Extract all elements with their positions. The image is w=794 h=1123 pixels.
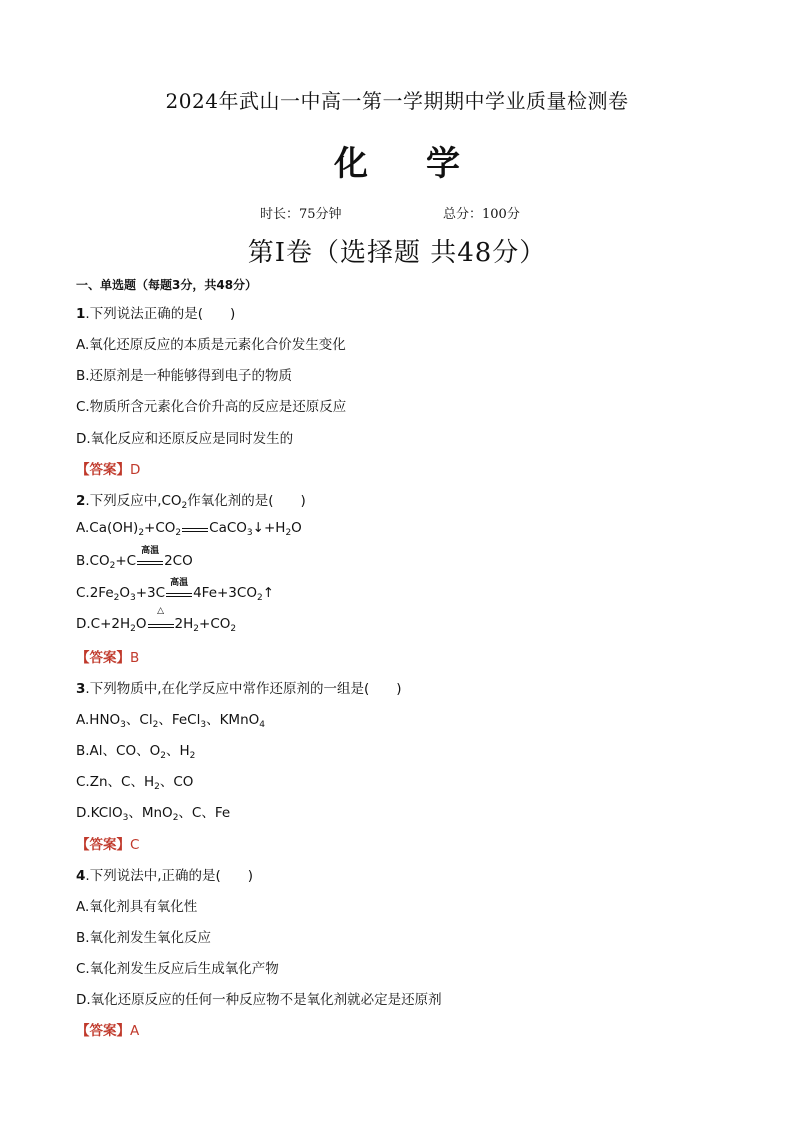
question-1-option-b: B.还原剂是一种能够得到电子的物质: [76, 368, 293, 384]
question-4-stem: 4.下列说法中,正确的是( ): [76, 868, 254, 884]
heat-icon: △: [157, 606, 164, 616]
question-1-option-a: A.氧化还原反应的本质是元素化合价发生变化: [76, 337, 346, 353]
reaction-condition: [147, 606, 175, 630]
exam-duration: 时长：75分钟: [260, 207, 342, 222]
exam-title: 2024年武山一中高一第一学期期中学业质量检测卷: [165, 89, 629, 113]
question-4-option-d: D.氧化还原反应的任何一种反应物不是氧化剂就必定是还原剂: [76, 992, 442, 1008]
question-2-stem: 2.下列反应中$,CO_2$作氧化剂的是( ): [76, 493, 306, 511]
question-4-option-b: B.氧化剂发生氧化反应: [76, 930, 212, 946]
question-2-option-a: $A.Ca(OH)_2+CO_2$ $CaCO_3↓+H_2O$: [76, 520, 302, 538]
question-2-option-c: $C.2Fe_2O_3+3C$ 高温 $4Fe+3CO_2↑$: [76, 578, 274, 603]
question-4-option-c: C.氧化剂发生反应后生成氧化产物: [76, 961, 279, 977]
question-2-option-d: $D.C+2H_2O$ △ $2H_2+CO_2$: [76, 606, 237, 634]
question-1-option-c: C.物质所含元素化合价升高的反应是还原反应: [76, 399, 347, 415]
subject-char-1: 化: [334, 144, 368, 184]
reaction-condition: 高温: [165, 585, 193, 599]
question-4-option-a: A.氧化剂具有氧化性: [76, 899, 198, 915]
question-number: 2: [76, 493, 86, 509]
question-3-stem: 3.下列物质中,在化学反应中常作还原剂的一组是( ): [76, 681, 402, 697]
question-2-answer: 【答案】B: [76, 650, 140, 666]
question-1-stem: 1.下列说法正确的是( ): [76, 306, 236, 322]
volume-heading: 第Ⅰ卷（选择题 共48分）: [247, 238, 547, 268]
question-3-option-d: D.KClO$_3$、MnO$_2$、C、Fe: [76, 805, 231, 823]
equals-sign: [181, 520, 209, 534]
question-4-answer: 【答案】A: [76, 1023, 140, 1039]
question-number: 4: [76, 868, 86, 884]
section-heading: 一、单选题（每题3分，共48分）: [76, 278, 258, 292]
question-number: 1: [76, 306, 86, 322]
question-2-option-b: $B.CO_2+C$ 高温 2CO: [76, 546, 193, 571]
question-1-answer: 【答案】D: [76, 462, 141, 478]
question-3-option-c: C.Zn、C、$H_2$、CO: [76, 774, 194, 792]
subject-char-2: 学: [426, 144, 460, 184]
question-1-option-d: D.氧化反应和还原反应是同时发生的: [76, 431, 294, 447]
question-3-option-a: $A.HNO_3$、$Cl_2$、FeCl$_3$、KMnO$_4$: [76, 712, 265, 730]
subject-title: [0, 136, 794, 185]
question-number: 3: [76, 681, 86, 697]
question-3-option-b: B.Al、CO、$O_2$、$H_2$: [76, 743, 196, 761]
exam-total-score: 总分：100分: [443, 207, 520, 222]
reaction-condition: 高温: [136, 553, 164, 567]
question-3-answer: 【答案】C: [76, 837, 140, 853]
